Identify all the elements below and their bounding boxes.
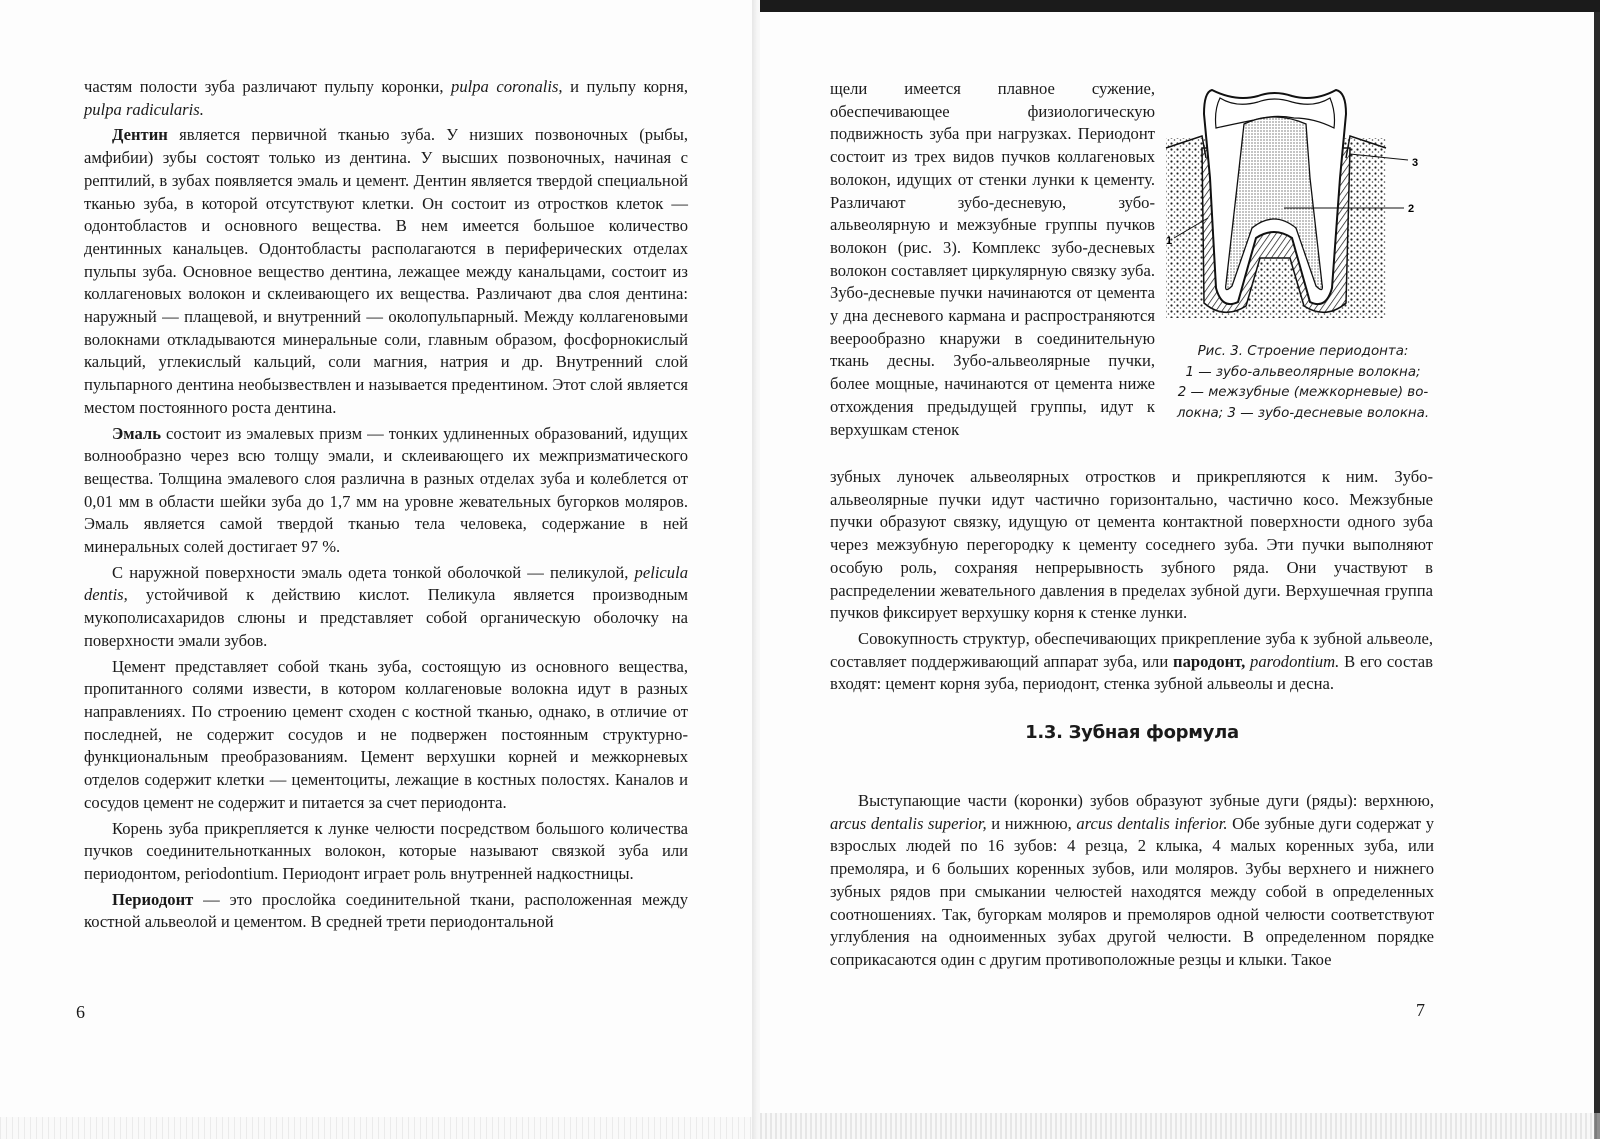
page-number-right: 7	[1416, 1000, 1425, 1020]
scan-top-edge	[760, 0, 1600, 12]
figure-caption	[1164, 342, 1442, 424]
figure-label-3: 3	[1412, 157, 1419, 169]
paragraph-periodontium: Периодонт — это прослойка соединительной ткани, расположенная между костной альвеолой и цементом. В средней трети периодонтальной	[84, 889, 688, 932]
figure-label-1: 1	[1166, 235, 1173, 247]
paragraph-pulp: частям полости зуба различают пульпу коронки, pulpa coronalis, и пульпу корня, pulpa radicularis.	[84, 77, 688, 119]
figure-label-2: 2	[1408, 203, 1415, 215]
paragraph-fibers: зубных луночек альвеолярных отростков и прикрепляются к ним. Зубо-альвеолярные пучки идут частично горизонтально, частично косо. Межзубные пучки образуют связку, идущую от цемента контактной поверхности одного зуба через межзубную перегородку к цементу соседнего зуба. Эти пучки выполняют особую роль, сохраняя непрерывность зубного ряда. Они участвуют в распределении жевательного давления в пределах зубной дуги. Верхушечная группа пучков фиксирует верхушку корня к стенке лунки.	[830, 467, 1433, 623]
page-number-left: 6	[76, 1002, 85, 1022]
paragraph-root: Корень зуба прикрепляется к лунке челюсти посредством большого количества пучков соединительнотканных волокон, которые называют связкой зуба или периодонтом, periodontium. Периодонт играет роль внутренней надкостницы.	[84, 818, 688, 883]
left-page-text	[84, 76, 688, 934]
paragraph-parodontium: Совокупность структур, обеспечивающих прикрепление зуба к зубной альвеоле, составляет поддерживающий аппарат зуба, или пародонт, parodontium. В его состав входят: цемент корня зуба, периодонт, стенка зубной альвеолы и десна.	[830, 628, 1433, 694]
right-page-text-narrow	[830, 78, 1155, 441]
tooth-diagram	[1164, 88, 1434, 338]
caption-line-3: 2 — межзубные (межкорневые) во-	[1177, 385, 1429, 400]
scan-right-edge	[1594, 12, 1600, 1139]
left-page	[0, 0, 760, 1139]
caption-line-4: локна; 3 — зубо-десневые волокна.	[1176, 405, 1430, 421]
paragraph-periodontium-cont: щели имеется плавное сужение, обеспечивающее физиологическую подвижность зуба при нагрузках. Периодонт состоит из трех видов пучков коллагеновых волокон, идущих от стенки лунки к цементу. Различают зубо-десневую, зубо-альвеолярную и межзубные группы пучков волокон (рис. 3). Комплекс зубо-десневых волокон составляет циркулярную связку зуба. Зубо-десневые пучки начинаются от цемента у дна десневого кармана и распространяются веерообразно кнаружи в соединительную ткань десны. Зубо-альвеолярные пучки, более мощные, начинаются от цемента ниже отхождения предыдущей группы, идут к верхушкам стенок	[830, 79, 1155, 439]
caption-line-1: Рис. 3. Строение периодонта:	[1197, 344, 1409, 359]
tooth-periodontium-figure	[1164, 88, 1434, 358]
right-page	[760, 0, 1600, 1139]
paragraph-cement: Цемент представляет собой ткань зуба, состоящую из основного вещества, пропитанного солями извести, в котором коллагеновые волокна идут в разных направлениях. По строению цемент сходен с костной тканью, однако, в отличие от последней, не содержит сосудов и не подвержен постоянным структурно-функциональным преобразованиям. Цемент верхушки корней и межкорневых отделов содержит клетки — цементоциты, лежащие в костных полостях. Каналов и сосудов цемент не содержит и питается за счет периодонта.	[84, 656, 688, 812]
paragraph-enamel: Эмаль состоит из эмалевых призм — тонких удлиненных образований, идущих волнообразно через всю толщу эмали, и склеивающего их межпризматического вещества. Толщина эмалевого слоя различна в разных отделах зуба и колеблется от 0,01 мм в области шейки зуба до 1,7 мм на уровне жевательных бугорков моляров. Эмаль является самой твердой тканью тела человека, содержание в ней минеральных солей достигает 97 %.	[84, 423, 688, 557]
paragraph-dental-arches: Выступающие части (коронки) зубов образуют зубные дуги (ряды): верхнюю, arcus dentalis superior, и нижнюю, arcus dentalis inferior. Обе зубные дуги содержат у взрослых людей по 16 зубов: 4 резца, 2 клыка, 4 малых коренных зуба, или премоляра, и 6 больших коренных зубов, или моляров. Зубы верхнего и нижнего зубных рядов при смыкании челюстей находятся между собой в определенных соотношениях. Так, бугоркам моляров и премоляров одной челюсти соответствуют углубления на одноименных зубах другой челюсти. В определенном порядке соприкасаются один с другим противоположные резцы и клыки. Такое	[830, 791, 1434, 969]
right-page-text-full	[830, 466, 1433, 696]
scan-bottom-edge-right	[760, 1113, 1600, 1139]
right-page-text-formula	[830, 790, 1434, 972]
caption-line-2: 1 — зубо-альвеолярные волокна;	[1185, 364, 1421, 380]
paragraph-dentin: Дентин является первичной тканью зуба. У низших позвоночных (рыбы, амфибии) зубы состоят только из дентина. У высших позвоночных, начиная с рептилий, в зубах появляется эмаль и цемент. Дентин является твердой специальной тканью зуба, в которой отсутствуют клетки. Он состоит из отростков клеток — одонтобластов и основного вещества. В нем имеется большое количество дентинных канальцев. Одонтобласты располагаются в периферических отделах пульпы зуба. Основное вещество дентина, лежащее между канальцами, состоит из коллагеновых волокон и склеивающего их вещества. Различают два слоя дентина: наружный — плащевой, и внутренний — околопульпарный. Между коллагеновыми волокнами откладываются минеральные соли, главным образом, фосфорнокислый кальций, углекислый кальций, соли магния, натрия и др. Внутренний слой пульпарного дентина необызвествлен и называется предентином. Этот слой является местом постоянного роста дентина.	[84, 125, 688, 417]
paragraph-pellicle: С наружной поверхности эмаль одета тонкой оболочкой — пеликулой, pelicula dentis, устойчивой к действию кислот. Пеликула является производным мукополисахаридов слюны и представляет собой органическую оболочку на поверхности эмали зубов.	[84, 562, 688, 650]
section-heading: 1.3. Зубная формула	[1025, 722, 1239, 743]
scan-bottom-edge-left	[0, 1117, 752, 1139]
